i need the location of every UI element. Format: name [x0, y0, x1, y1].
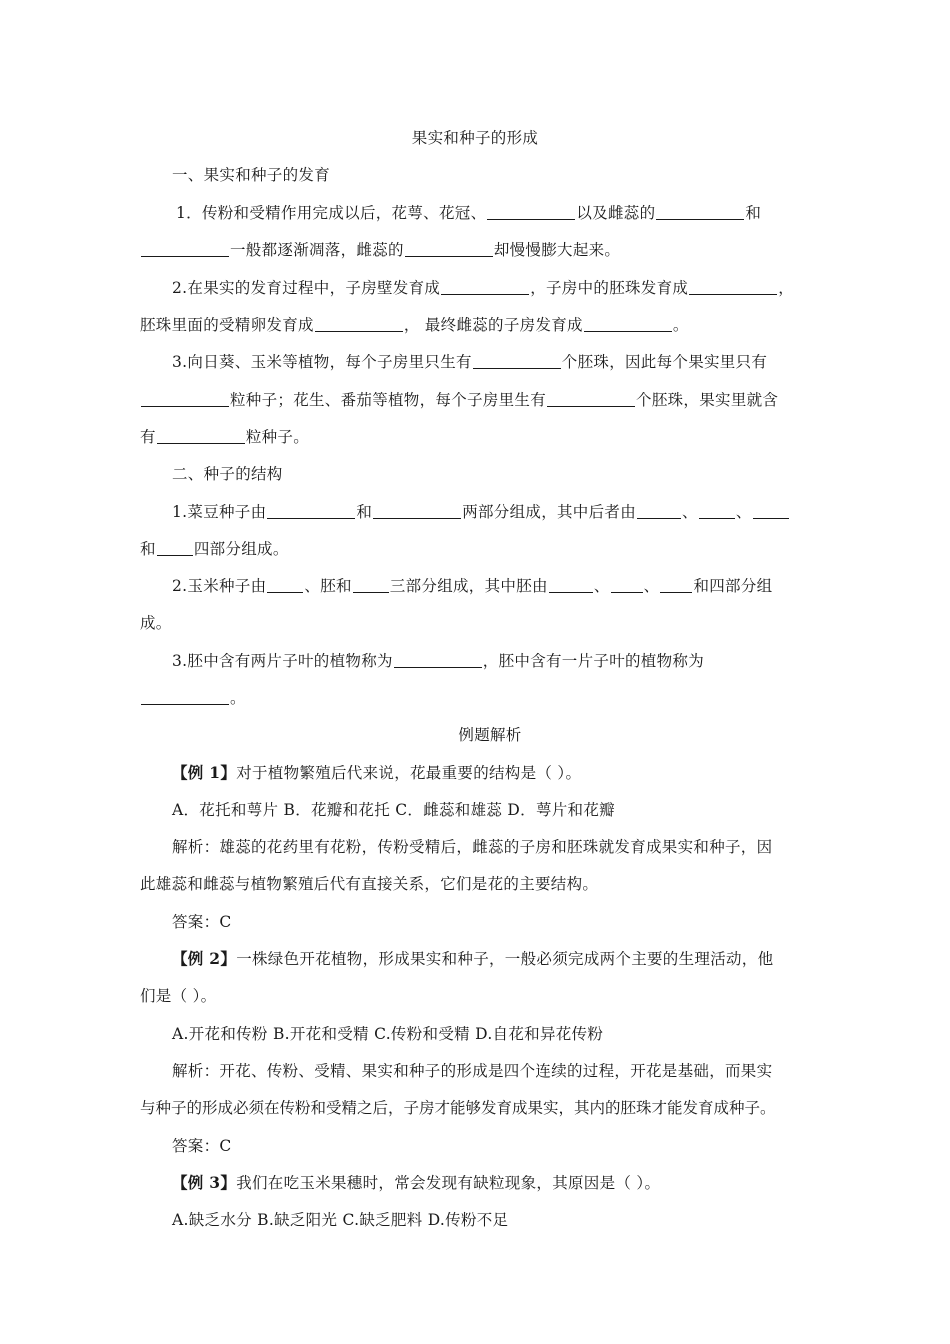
example-3-question: 【例 3】我们在吃玉米果穗时，常会发现有缺粒现象，其原因是（ ）。 — [172, 1173, 661, 1192]
example-tag: 【例 1】 — [172, 763, 237, 782]
example-2-analysis-line-1: 解析：开花、传粉、受精、果实和种子的形成是四个连续的过程，开花是基础，而果实 — [172, 1062, 773, 1080]
examples-heading: 例题解析 — [458, 726, 522, 744]
answer-blank[interactable] — [656, 204, 744, 221]
example-2-answer: 答案：C — [172, 1137, 232, 1155]
section-heading-fruit-seed-development: 一、果实和种子的发育 — [172, 166, 331, 184]
answer-blank[interactable] — [549, 577, 593, 594]
example-1-options: A．花托和萼片 B．花瓣和花托 C．雌蕊和雄蕊 D．萼片和花瓣 — [172, 801, 615, 819]
answer-blank[interactable] — [660, 577, 692, 594]
answer-blank[interactable] — [315, 316, 403, 333]
answer-blank[interactable] — [267, 577, 303, 594]
question-2-3-line-2: 。 — [140, 686, 246, 708]
example-tag: 【例 2】 — [172, 949, 237, 968]
answer-blank[interactable] — [637, 503, 681, 520]
example-tag: 【例 3】 — [172, 1173, 237, 1192]
question-1-2-line-1: 2.在果实的发育过程中，子房壁发育成 ，子房中的胚珠发育成 ， — [172, 279, 795, 297]
question-2-1-line-1: 1.菜豆种子由 和 两部分组成，其中后者由 、 、 — [172, 500, 790, 522]
answer-blank[interactable] — [267, 503, 355, 520]
answer-blank[interactable] — [584, 316, 672, 333]
answer-blank[interactable] — [753, 503, 789, 520]
answer-blank[interactable] — [353, 577, 389, 594]
example-1-question: 【例 1】对于植物繁殖后代来说，花最重要的结构是（ ）。 — [172, 763, 582, 782]
answer-blank[interactable] — [441, 279, 529, 296]
example-1-answer: 答案：C — [172, 913, 232, 931]
question-1-3-line-3: 有 粒种子。 — [140, 428, 310, 446]
answer-blank[interactable] — [141, 391, 229, 408]
example-2-question-line-1: 【例 2】一株绿色开花植物，形成果实和种子，一般必须完成两个主要的生理活动，他 — [172, 949, 774, 968]
question-2-1-line-2: 和 四部分组成。 — [140, 540, 289, 558]
example-2-analysis-line-2: 与种子的形成必须在传粉和受精之后，子房才能够发育成果实，其内的胚珠才能发育成种子。 — [140, 1099, 776, 1117]
answer-blank[interactable] — [689, 279, 777, 296]
document-title: 果实和种子的形成 — [411, 129, 539, 147]
answer-blank[interactable] — [547, 391, 635, 408]
answer-blank[interactable] — [157, 428, 245, 445]
question-1-1-line-1: 1．传粉和受精作用完成以后，花萼、花冠、 以及雌蕊的 和 — [176, 204, 762, 222]
section-heading-seed-structure: 二、种子的结构 — [172, 465, 283, 483]
example-1-analysis-line-1: 解析：雄蕊的花药里有花粉，传粉受精后，雌蕊的子房和胚珠就发育成果实和种子，因 — [172, 838, 773, 856]
answer-blank[interactable] — [405, 241, 493, 258]
answer-blank[interactable] — [157, 540, 193, 557]
answer-blank[interactable] — [699, 503, 735, 520]
answer-blank[interactable] — [141, 241, 229, 258]
answer-blank[interactable] — [487, 204, 575, 221]
question-1-1-line-2: 一般都逐渐凋落，雌蕊的 却慢慢膨大起来。 — [140, 238, 620, 260]
question-2-2-line-2: 成。 — [140, 614, 172, 632]
question-1-3-line-2: 粒种子；花生、番茄等植物，每个子房里生有 个胚珠，果实里就含 — [140, 388, 778, 410]
example-2-options: A.开花和传粉 B.开花和受精 C.传粉和受精 D.自花和异花传粉 — [172, 1025, 604, 1043]
question-2-3-line-1: 3.胚中含有两片子叶的植物称为 ，胚中含有一片子叶的植物称为 — [172, 652, 704, 670]
question-1-3-line-1: 3.向日葵、玉米等植物，每个子房里只生有 个胚珠，因此每个果实里只有 — [172, 353, 768, 371]
answer-blank[interactable] — [394, 652, 482, 669]
answer-blank[interactable] — [141, 689, 229, 706]
question-2-2-line-1: 2.玉米种子由 、胚和 三部分组成，其中胚由 、 、 和四部分组 — [172, 577, 773, 595]
example-3-options: A.缺乏水分 B.缺乏阳光 C.缺乏肥料 D.传粉不足 — [172, 1211, 509, 1229]
answer-blank[interactable] — [473, 353, 561, 370]
question-1-2-line-2: 胚珠里面的受精卵发育成 ， 最终雌蕊的子房发育成 。 — [140, 316, 689, 334]
answer-blank[interactable] — [373, 503, 461, 520]
example-1-analysis-line-2: 此雄蕊和雌蕊与植物繁殖后代有直接关系，它们是花的主要结构。 — [140, 875, 599, 893]
example-2-question-line-2: 们是（ ）。 — [140, 987, 217, 1005]
answer-blank[interactable] — [611, 577, 643, 594]
